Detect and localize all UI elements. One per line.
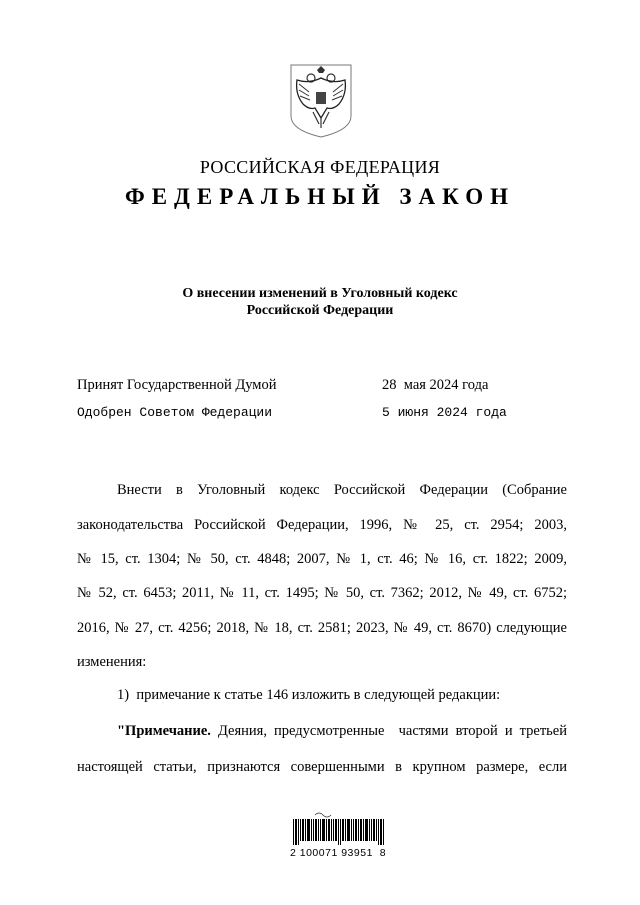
coat-of-arms-icon [289, 64, 353, 138]
barcode-number: 2 100071 93951 8 [290, 847, 387, 859]
body-paragraph-line: законодательства Российской Федерации, 1996, № 25, ст. 2954; 2003, [77, 517, 567, 533]
council-approval-date: 5 июня 2024 года [382, 405, 507, 420]
barcode-icon [293, 811, 387, 851]
body-paragraph-line: 2016, № 27, ст. 4256; 2018, № 18, ст. 2581; 2023, № 49, ст. 8670) следующие [77, 620, 567, 636]
duma-adoption-date: 28 мая 2024 года [382, 377, 489, 393]
amendment-item-1: 1) примечание к статье 146 изложить в следующей редакции: [117, 687, 501, 703]
body-paragraph-line: № 52, ст. 6453; 2011, № 11, ст. 1495; № 50, ст. 7362; 2012, № 49, ст. 6752; [77, 585, 567, 601]
note-line-1 [117, 723, 567, 740]
note-label: "Примечание. [117, 723, 211, 739]
body-paragraph-line: изменения: [77, 654, 147, 670]
duma-adoption-label: Принят Государственной Думой [77, 377, 277, 393]
body-paragraph-line: № 15, ст. 1304; № 50, ст. 4848; 2007, № 1, ст. 46; № 16, ст. 1822; 2009, [77, 551, 567, 567]
document-type-heading: ФЕДЕРАЛЬНЫЙ ЗАКОН [124, 184, 516, 209]
council-approval-label: Одобрен Советом Федерации [77, 405, 273, 420]
country-heading: РОССИЙСКАЯ ФЕДЕРАЦИЯ [199, 157, 441, 177]
law-title-line-1: О внесении изменений в Уголовный кодекс [182, 286, 458, 301]
body-paragraph-line: Внести в Уголовный кодекс Российской Федерации (Собрание [117, 482, 567, 498]
note-line-2: настоящей статьи, признаются совершенными в крупном размере, если [77, 759, 567, 775]
note-line-1-text: Деяния, предусмотренные частями второй и третьей [210, 723, 567, 739]
law-title-line-2: Российской Федерации [246, 303, 394, 318]
